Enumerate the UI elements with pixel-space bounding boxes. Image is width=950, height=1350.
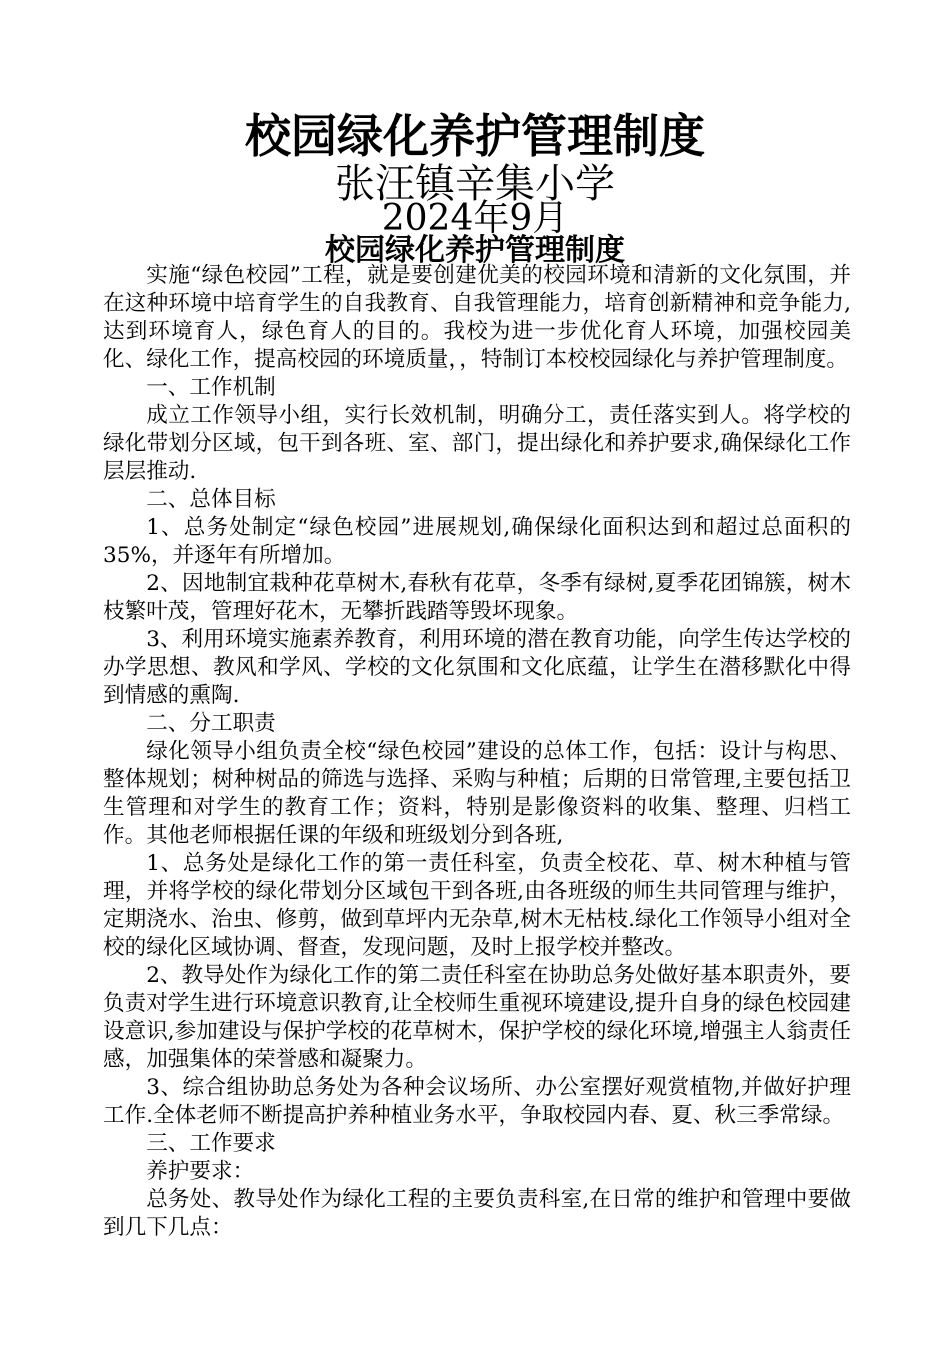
paragraph: 成立工作领导小组，实行长效机制，明确分工，责任落实到人。将学校的绿化带划分区域，包干到各班、室、部门，提出绿化和养护要求,确保绿化工作层层推动.: [103, 403, 851, 484]
paragraph: 绿化领导小组负责全校“绿色校园”建设的总体工作，包括：设计与构思、整体规划；树种树品的筛选与选择、采购与种植；后期的日常管理,主要包括卫生管理和对学生的教育工作；资料，特别是影像资料的收集、整理、归档工作。其他老师根据任课的年级和班级划分到各班,: [103, 739, 851, 848]
document-date: 2024年9月: [381, 198, 569, 239]
heading-work-mechanism: 一、工作机制: [146, 375, 276, 400]
heading-responsibilities: 二、分工职责: [146, 711, 276, 736]
list-item: 1、总务处是绿化工作的第一责任科室，负责全校花、草、树木种植与管理，并将学校的绿化带划分区域包干到各班,由各班级的师生共同管理与维护，定期浇水、治虫、修剪，做到草坪内无杂草,树木无枯枝.绿化工作领导小组对全校的绿化区域协调、督查，发现问题，及时上报学校并整改。: [103, 851, 851, 960]
document-title: 校园绿化养护管理制度: [245, 109, 705, 163]
list-item: 2、因地制宜栽种花草树木,春秋有花草，冬季有绿树,夏季花团锦簇，树木枝繁叶茂，管理好花木，无攀折践踏等毁坏现象。: [103, 571, 851, 624]
intro-paragraph: 实施“绿色校园”工程，就是要创建优美的校园环境和清新的文化氛围，并在这种环境中培育学生的自我教育、自我管理能力，培育创新精神和竞争能力,达到环境育人，绿色育人的目的。我校为进一步优化育人环境，加强校园美化、绿化工作，提高校园的环境质量，，特制订本校校园绿化与养护管理制度。: [103, 263, 851, 372]
heading-work-requirements: 三、工作要求: [146, 1131, 276, 1156]
paragraph: 养护要求：: [146, 1159, 255, 1184]
section-title: 校园绿化养护管理制度: [325, 233, 625, 268]
list-item: 1、总务处制定“绿色校园”进展规划,确保绿化面积达到和超过总面积的35%，并逐年有所增加。: [103, 515, 851, 568]
list-item: 2、教导处作为绿化工作的第二责任科室在协助总务处做好基本职责外，要负责对学生进行环境意识教育,让全校师生重视环境建设,提升自身的绿色校园建设意识,参加建设与保护学校的花草树木，保护学校的绿化环境,增强主人翁责任感，加强集体的荣誉感和凝聚力。: [103, 963, 851, 1072]
list-item: 3、综合组协助总务处为各种会议场所、办公室摆好观赏植物,并做好护理工作.全体老师不断提高护养种植业务水平，争取校园内春、夏、秋三季常绿。: [103, 1075, 851, 1128]
document-body: [103, 262, 851, 1242]
list-item: 3、利用环境实施素养教育，利用环境的潜在教育功能，向学生传达学校的办学思想、教风和学风、学校的文化氛围和文化底蕴，让学生在潜移默化中得到情感的熏陶.: [103, 627, 851, 708]
paragraph: 总务处、教导处作为绿化工程的主要负责科室,在日常的维护和管理中要做到几下几点：: [103, 1187, 851, 1240]
school-name: 张汪镇辛集小学: [335, 161, 615, 207]
heading-overall-goals: 二、总体目标: [146, 487, 276, 512]
